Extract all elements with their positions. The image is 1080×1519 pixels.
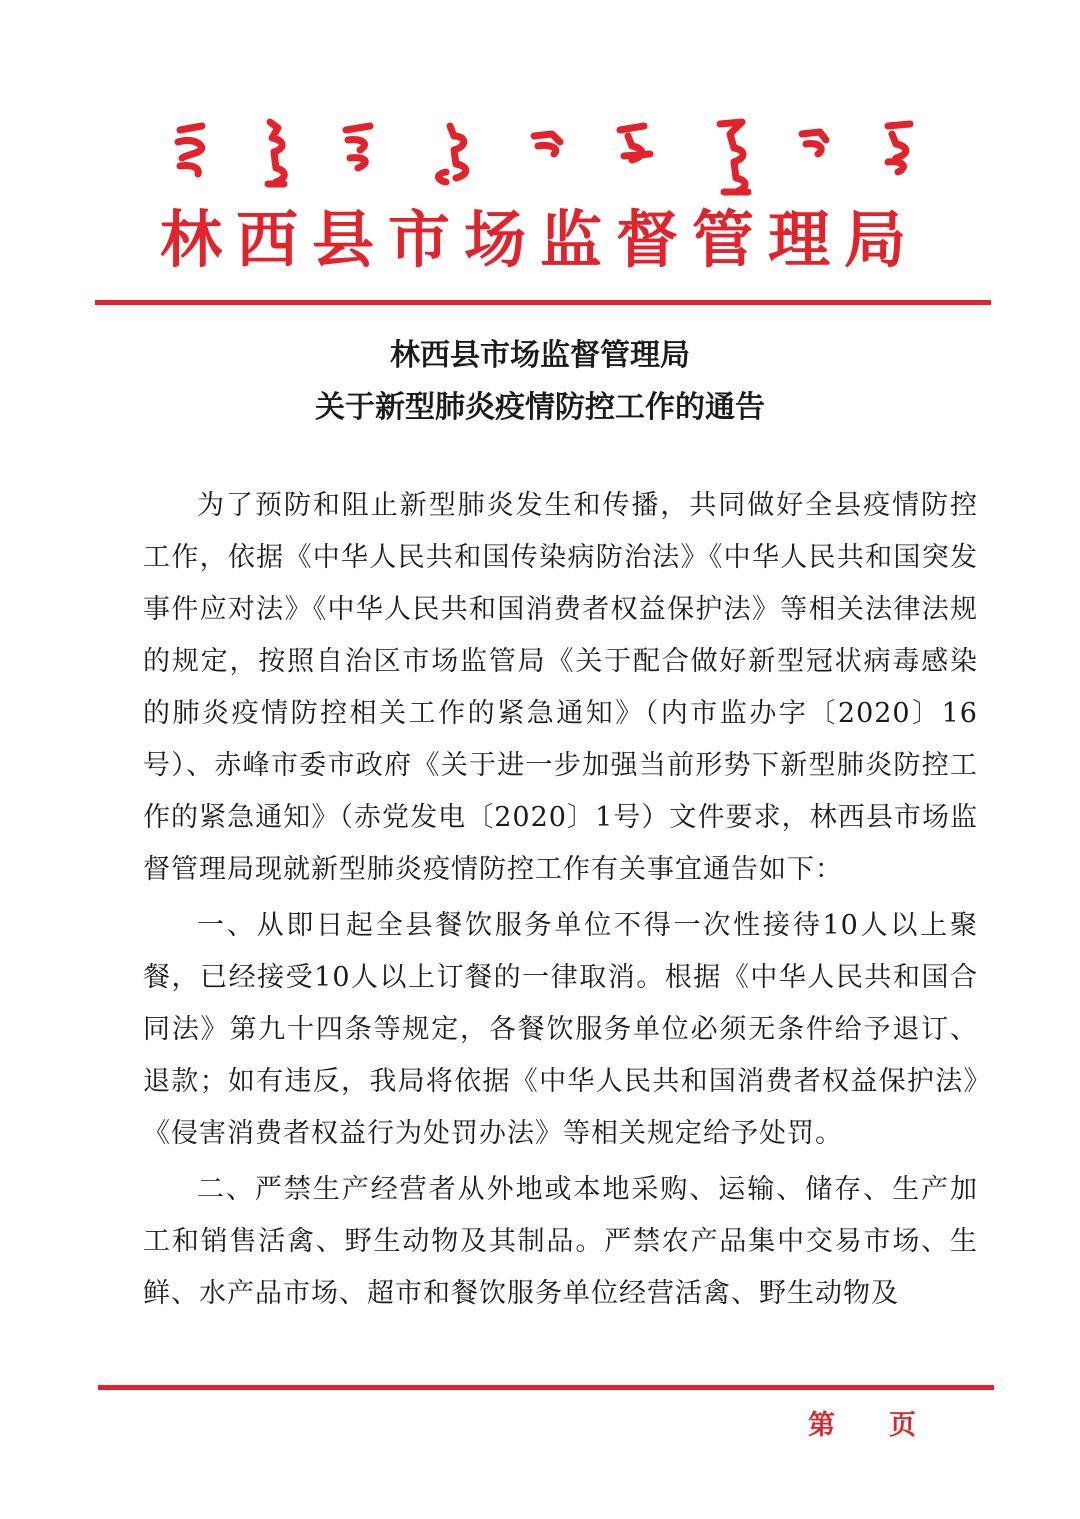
notice-paragraph-intro: 为了预防和阻止新型肺炎发生和传播，共同做好全县疫情防控工作，依据《中华人民共和国传染病防治法》《中华人民共和国突发事件应对法》《中华人民共和国消费者权益保护法》等相关法律法规的规定，按照自治区市场监管局《关于配合做好新型冠状病毒感染的肺炎疫情防控相关工作的紧急通知》（内市监办字〔2020〕16号）、赤峰市委市政府《关于进一步加强当前形势下新型肺炎防控工作的紧急通知》（赤党发电〔2020〕1号）文件要求，林西县市场监督管理局现就新型肺炎疫情防控工作有关事宜通告如下： [143,490,978,885]
organization-name-letterhead: 林西县市场监督管理局 [159,203,920,276]
footer-red-rule [98,1385,994,1390]
letterhead-red-rule [95,300,991,305]
notice-title [0,330,1080,434]
notice-paragraph-item-2: 二、严禁生产经营者从外地或本地采购、运输、储存、生产加工和销售活禽、野生动物及其制品。严禁农产品集中交易市场、生鲜、水产品市场、超市和餐饮服务单位经营活禽、野生动物及 [143,1174,978,1309]
notice-body [143,480,978,1320]
notice-title-line-2: 关于新型肺炎疫情防控工作的通告 [315,390,765,425]
mongolian-script-org-name [150,108,940,200]
notice-paragraph-item-1: 一、从即日起全县餐饮服务单位不得一次性接待10人以上聚餐，已经接受10人以上订餐的一律取消。根据《中华人民共和国合同法》第九十四条等规定，各餐饮服务单位必须无条件给予退订、退款；如有违反，我局将依据《中华人民共和国消费者权益保护法》《侵害消费者权益行为处罚办法》等相关规定给予处罚。 [143,910,978,1149]
notice-title-line-1: 林西县市场监督管理局 [390,338,690,373]
page-number-label: 第页 [808,1410,970,1441]
